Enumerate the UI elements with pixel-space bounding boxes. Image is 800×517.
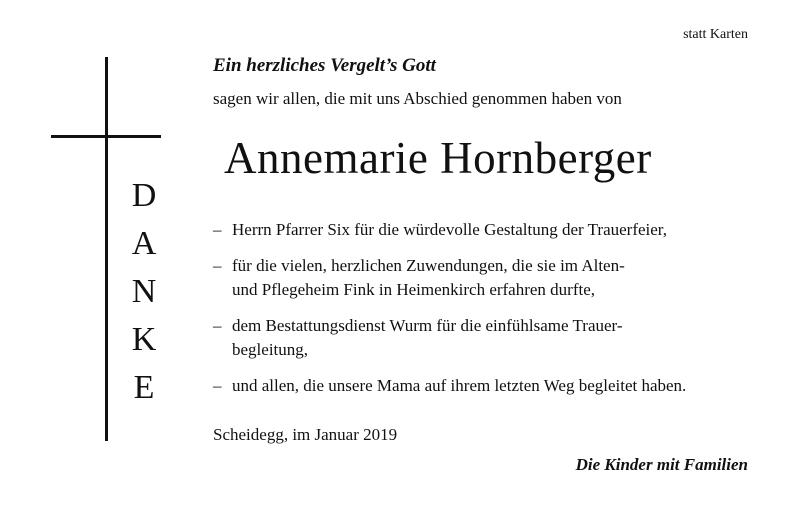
- deceased-name: Annemarie Hornberger: [224, 133, 652, 183]
- dash-bullet: –: [213, 256, 222, 275]
- thanks-list: [213, 218, 753, 410]
- list-item-text: dem Bestattungsdienst Wurm für die einfühlsame Trauer-: [232, 316, 623, 335]
- list-item: [213, 374, 753, 398]
- cross-vertical-bar: [105, 57, 108, 441]
- dash-bullet: –: [213, 316, 222, 335]
- list-item-text: und Pflegeheim Fink in Heimenkirch erfahren durfte,: [232, 280, 596, 299]
- danke-letter: E: [133, 369, 155, 406]
- signature: Die Kinder mit Familien: [575, 455, 748, 474]
- list-item: [213, 314, 753, 362]
- list-item-text: und allen, die unsere Mama auf ihrem letzten Weg begleitet haben.: [232, 376, 687, 395]
- list-item-text: begleitung,: [232, 340, 309, 359]
- danke-vertical-text: [118, 172, 170, 412]
- danke-letter: N: [131, 273, 157, 310]
- statt-karten-note: statt Karten: [683, 27, 748, 42]
- dash-bullet: –: [213, 376, 222, 395]
- danke-letter: D: [131, 177, 157, 214]
- list-item-text: für die vielen, herzlichen Zuwendungen, die sie im Alten-: [232, 256, 625, 275]
- cross-horizontal-bar: [51, 135, 161, 138]
- intro-line: sagen wir allen, die mit uns Abschied genommen haben von: [213, 89, 622, 108]
- danke-letter: A: [131, 225, 157, 262]
- place-date: Scheidegg, im Januar 2019: [213, 425, 398, 444]
- thanks-heading: Ein herzliches Vergelt’s Gott: [213, 55, 436, 76]
- danke-letter: K: [131, 321, 157, 358]
- list-item: [213, 254, 753, 302]
- list-item-text: Herrn Pfarrer Six für die würdevolle Gestaltung der Trauerfeier,: [232, 220, 668, 239]
- dash-bullet: –: [213, 220, 222, 239]
- list-item: [213, 218, 753, 242]
